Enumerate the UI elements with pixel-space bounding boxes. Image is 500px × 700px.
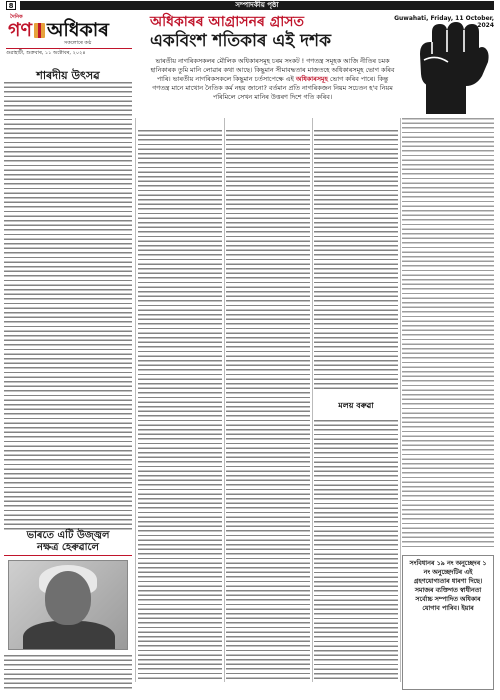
newspaper-logo	[8, 19, 130, 41]
tagline: সকলোৰে কণ্ঠ	[64, 40, 92, 46]
sub-story-column	[314, 420, 398, 682]
logo-part1: গণ	[8, 19, 32, 41]
editorial-title: শাৰদীয় উৎসৱ	[36, 69, 100, 82]
page-number: 8	[6, 1, 16, 10]
feature-body	[4, 655, 132, 690]
feature-title-line1: ভাৰতে এটি উজ্জ্বল	[26, 530, 110, 541]
deck-part2: ভোগ কৰিব পাৰে। কিন্তু গণতন্ত্ৰ মানে মাথোন নৈতিক কৰ্ম নহয় জানো? বৰ্তমান প্ৰতি নাগৰিকজন নিয়ম সচেতন হ'ব নিয়ম পৰিমিলে সেখন মানিৰ উত্তৰণ দিশে গতি কৰিব।	[152, 75, 393, 101]
daily-tag: দৈনিক	[10, 14, 23, 20]
sub-story-title: মলয় বৰুৱা	[338, 401, 374, 410]
deck-highlight: অধিকাৰসমূহ	[295, 75, 328, 83]
feature-rule	[4, 555, 132, 556]
date-line: Guwahati, Friday, 11 October, 2024	[394, 15, 494, 29]
column-divider	[400, 118, 401, 682]
right-column	[402, 118, 494, 548]
feature-title	[4, 530, 132, 554]
column-divider	[312, 118, 313, 682]
photo-face	[45, 571, 91, 625]
top-strip	[0, 0, 500, 11]
raised-fist-icon	[402, 14, 494, 114]
promo-box	[402, 555, 494, 690]
photo-body	[23, 621, 115, 650]
logo-part2: অধিকাৰ	[46, 19, 109, 41]
lead-story-column-2	[226, 130, 310, 682]
logo-emblem-icon	[34, 23, 45, 38]
feature-title-line2: নক্ষত্ৰ হেৰুৱালে	[37, 542, 99, 553]
lead-deck	[150, 57, 395, 102]
column-divider	[135, 118, 136, 682]
headline-line2: একবিংশ শতিকাৰ এই দশক	[150, 31, 332, 51]
lead-story-column-3	[314, 130, 398, 390]
deck-part1: ভাৰতীয় নাগৰিকসকলৰ মৌলিক অধিকাৰসমূহ চৰম সংকট ! গণতন্ত্ৰ সমূহক আজি নীতিৰ চমক হানিকাৰক তুমি মানি লোৱাৰ কথা আছে। কিছুমান সীমাবদ্ধতাৰ মাজতহে অধিকাৰসমূহ ভোগ কৰিব পাৰি। ভাৰতীয় নাগৰিকসকলে কিছুমান চৰ্তসাপেক্ষে এই	[150, 57, 395, 83]
section-title: সম্পাদকীয় পৃষ্ঠা	[20, 1, 494, 10]
headline-line1: অধিকাৰৰ আগ্ৰাসনৰ গ্ৰাসত	[150, 14, 305, 30]
column-divider	[224, 118, 225, 682]
portrait-photo	[8, 560, 128, 650]
editorial-body	[4, 82, 132, 530]
masthead	[4, 13, 132, 65]
promo-text: সংবিধানৰ ১৯ নং অনুচ্ছেদৰ ১ নং অনুচ্ছেদটিৰ এই গ্ৰহণযোগ্যতাৰ ধাৰণা দিছে। সমাজৰ ব্যক্তিগত স্বাধীনতা সৰ্বোচ্চ সম্পাদিত অধিকাৰ যোগাব পাৰিব। ইয়াৰ	[409, 560, 487, 612]
lead-headline	[150, 14, 390, 51]
lead-story-column-1	[138, 130, 222, 682]
issue-line: গুৱাহাটী, শুক্ৰবাৰ, ১১ অক্টোবৰ, ২০২৪	[6, 48, 132, 58]
